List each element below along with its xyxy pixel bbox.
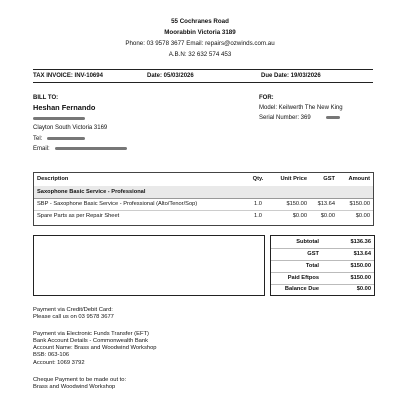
- row-qty: 1.0: [254, 213, 262, 219]
- row-unit-price: $150.00: [286, 201, 307, 207]
- row-amount: $0.00: [355, 213, 370, 219]
- paid-value: $150.00: [350, 275, 371, 281]
- items-table: [33, 172, 374, 226]
- total-label: Total: [305, 263, 319, 269]
- invoice-date: Date: 05/03/2026: [147, 73, 194, 79]
- totals-row-total: [271, 261, 374, 273]
- row-unit-price: $0.00: [292, 213, 307, 219]
- row-description: SBP - Saxophone Basic Service - Professional (Alto/Tenor/Sop): [37, 201, 198, 207]
- payment-card-line1: Payment via Credit/Debit Card:: [33, 307, 113, 313]
- col-qty: Qty.: [252, 176, 264, 182]
- balance-value: $0.00: [356, 286, 371, 292]
- gst-label: GST: [307, 251, 319, 257]
- row-qty: 1.0: [254, 201, 262, 207]
- redacted-email: [55, 147, 127, 150]
- payment-eft-line2: Bank Account Details - Commonwealth Bank: [33, 338, 149, 344]
- redacted-serial: [326, 116, 340, 119]
- company-address-line1: 55 Cochranes Road: [171, 18, 229, 25]
- bill-to-heading: BILL TO:: [33, 95, 59, 101]
- paid-label: Paid Eftpos: [287, 275, 319, 281]
- payment-cheque-line2: Brass and Woodwind Workshop: [33, 384, 116, 390]
- totals-row-subtotal: [271, 237, 374, 249]
- group-title: Saxophone Basic Service - Professional: [37, 189, 146, 195]
- payment-eft-line5: Account: 1069 3792: [33, 360, 85, 366]
- col-amount: Amount: [348, 176, 370, 182]
- col-description: Description: [37, 176, 69, 182]
- invoice-due-date: Due Date: 19/03/2026: [261, 73, 321, 79]
- for-heading: FOR:: [259, 95, 274, 101]
- tel-label: Tel:: [33, 136, 43, 142]
- payment-cheque-line1: Cheque Payment to be made out to:: [33, 377, 127, 383]
- company-address-line2: Moorabbin Victoria 3189: [164, 29, 236, 36]
- col-gst: GST: [323, 176, 335, 182]
- payment-eft-line1: Payment via Electronic Funds Transfer (EFT): [33, 331, 149, 337]
- redacted-phone: [47, 137, 85, 140]
- row-description: Spare Parts as per Repair Sheet: [37, 213, 120, 219]
- payment-eft-line3: Account Name: Brass and Woodwind Workshop: [33, 345, 157, 351]
- serial-number: Serial Number: 369: [259, 115, 311, 121]
- table-row: [34, 210, 373, 222]
- row-amount: $150.00: [349, 201, 370, 207]
- subtotal-value: $136.36: [350, 239, 371, 245]
- customer-city: Clayton South Victoria 3169: [33, 125, 108, 131]
- row-gst: $13.64: [317, 201, 335, 207]
- invoice-number: TAX INVOICE: INV-10694: [33, 73, 103, 79]
- row-gst: $0.00: [320, 213, 335, 219]
- customer-name: Heshan Fernando: [33, 103, 96, 112]
- divider-bottom: [33, 82, 373, 83]
- total-value: $150.00: [350, 263, 371, 269]
- email-label: Email:: [33, 146, 50, 152]
- redacted-street: [33, 117, 85, 120]
- notes-box: [33, 235, 265, 296]
- gst-value: $13.64: [353, 251, 371, 257]
- col-unit-price: Unit Price: [280, 176, 307, 182]
- payment-eft-line4: BSB: 063-106: [33, 352, 70, 358]
- divider-top: [33, 69, 373, 70]
- totals-row-balance: [271, 284, 374, 295]
- payment-card-line2: Please call us on 03 9578 3677: [33, 314, 114, 320]
- company-abn: A.B.N: 32 632 574 453: [168, 51, 232, 58]
- company-contact: Phone: 03 9578 3677 Email: repairs@ozwinds.com.au: [125, 40, 275, 47]
- balance-label: Balance Due: [284, 286, 319, 292]
- totals-row-gst: [271, 249, 374, 261]
- instrument-model: Model: Keilwerth The New King: [259, 105, 343, 111]
- table-header-row: [34, 173, 373, 187]
- subtotal-label: Subtotal: [296, 239, 319, 245]
- totals-box: [270, 235, 375, 296]
